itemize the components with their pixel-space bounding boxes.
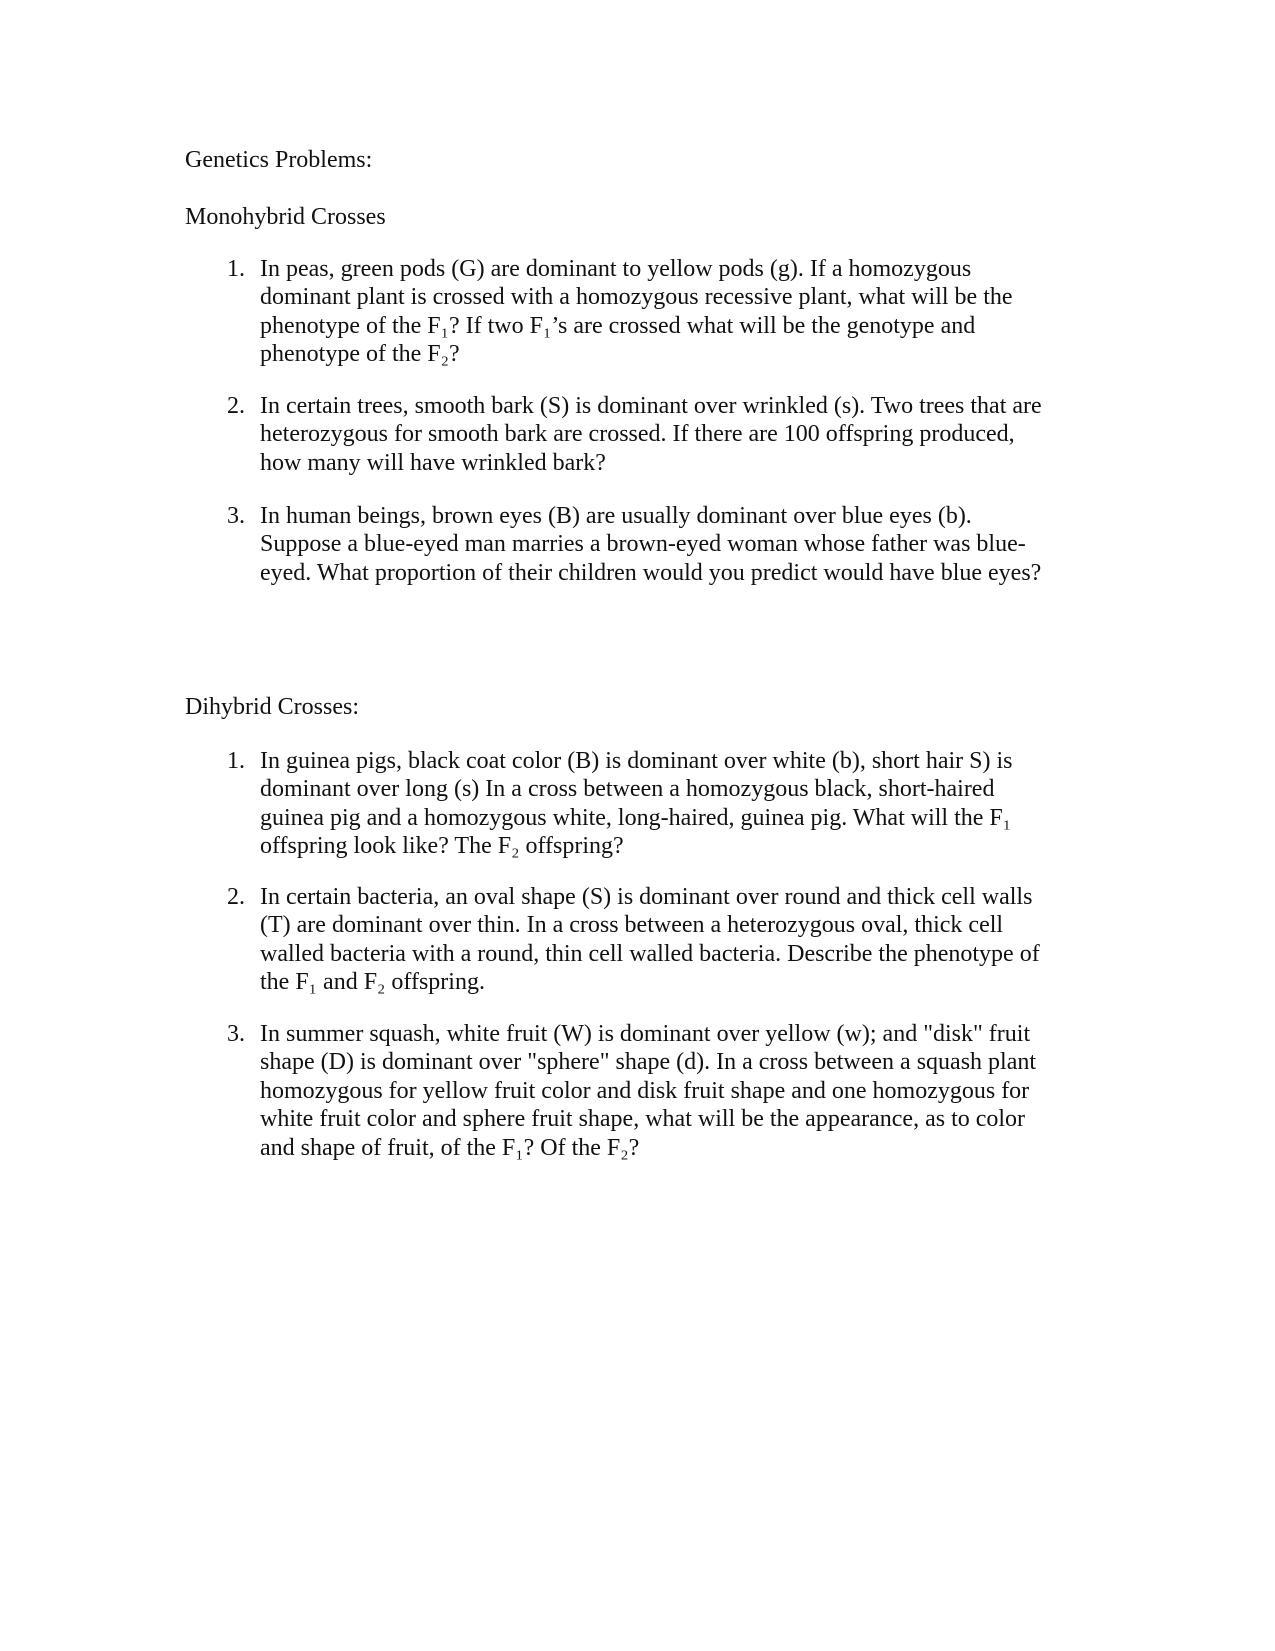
section-heading-dihybrid: Dihybrid Crosses:: [185, 694, 359, 720]
problem-text: [260, 392, 1090, 477]
problem-line: heterozygous for smooth bark are crossed. If there are 100 offspring produced,: [260, 421, 1015, 448]
problem-line: (T) are dominant over thin. In a cross between a heterozygous oval, thick cell: [260, 912, 1004, 939]
problem-line: In human beings, brown eyes (B) are usually dominant over blue eyes (b).: [260, 503, 972, 529]
problem-line: eyed. What proportion of their children would you predict would have blue eyes?: [260, 559, 1042, 586]
problem-line: phenotype of the F₁? If two F₁’s are crossed what will be the genotype and: [260, 312, 976, 339]
problem-line: In peas, green pods (G) are dominant to yellow pods (g). If a homozygous: [260, 256, 972, 282]
problem-text: [260, 747, 1090, 861]
problem-line: shape (D) is dominant over "sphere" shape (d). In a cross between a squash plant: [260, 1049, 1037, 1076]
problem-line: In certain bacteria, an oval shape (S) is dominant over round and thick cell walls: [260, 884, 1033, 910]
problem-number: 3.: [227, 503, 245, 529]
problem-number: 2.: [227, 884, 245, 910]
section-heading-monohybrid: Monohybrid Crosses: [185, 204, 386, 230]
problem-line: homozygous for yellow fruit color and disk fruit shape and one homozygous for: [260, 1077, 1030, 1104]
document-title: Genetics Problems:: [185, 147, 373, 173]
problem-line: dominant over long (s) In a cross between a homozygous black, short-haired: [260, 776, 995, 803]
problem-line: how many will have wrinkled bark?: [260, 449, 606, 476]
problem-number: 1.: [227, 256, 245, 282]
problem-line: white fruit color and sphere fruit shape, what will be the appearance, as to color: [260, 1106, 1026, 1133]
problem-line: offspring look like? The F₂ offspring?: [260, 833, 624, 860]
problem-line: In certain trees, smooth bark (S) is dominant over wrinkled (s). Two trees that are: [260, 393, 1042, 419]
problem-line: and shape of fruit, of the F₁? Of the F₂?: [260, 1134, 640, 1161]
problem-text: [260, 255, 1090, 369]
problem-line: In summer squash, white fruit (W) is dominant over yellow (w); and "disk" fruit: [260, 1021, 1031, 1047]
problem-text: [260, 1020, 1090, 1162]
problem-line: dominant plant is crossed with a homozygous recessive plant, what will be the: [260, 284, 1013, 311]
problem-number: 3.: [227, 1021, 245, 1047]
problem-line: phenotype of the F₂?: [260, 341, 460, 368]
problem-line: walled bacteria with a round, thin cell walled bacteria. Describe the phenotype of: [260, 940, 1040, 967]
problem-line: Suppose a blue-eyed man marries a brown-eyed woman whose father was blue-: [260, 531, 1026, 558]
problem-line: guinea pig and a homozygous white, long-haired, guinea pig. What will the F₁: [260, 804, 1012, 831]
problem-number: 1.: [227, 748, 245, 774]
problem-line: the F₁ and F₂ offspring.: [260, 969, 485, 996]
problem-text: [260, 883, 1090, 997]
problem-number: 2.: [227, 393, 245, 419]
problem-line: In guinea pigs, black coat color (B) is dominant over white (b), short hair S) is: [260, 748, 1013, 774]
problem-text: [260, 502, 1090, 587]
